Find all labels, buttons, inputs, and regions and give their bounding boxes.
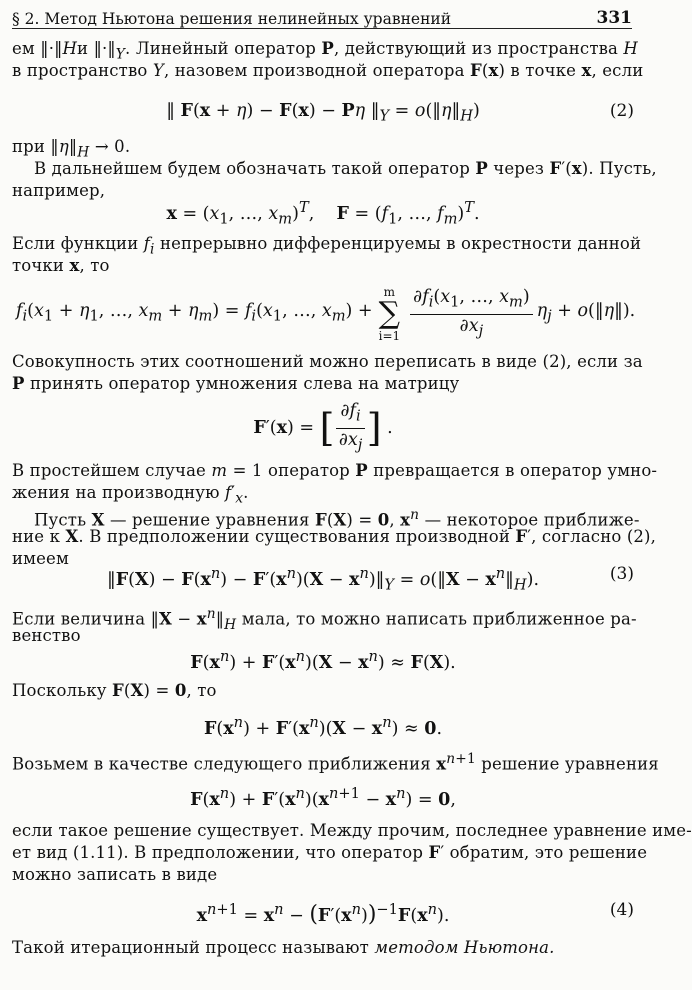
equation-taylor: $f_i(x_1 + \eta_1$, …, $x_m + \eta_m) = f_i(x_1$, …, $x_m$) + m ∑ i=1 $\partial f_i(x_1$, …, $x_m$) $\partial x_j$ $\eta_j$ + o(‖η‖). bbox=[16, 285, 636, 343]
text-line: можно записать в виде bbox=[12, 865, 218, 884]
section-title: § 2. Метод Ньютона решения нелинейных уравнений bbox=[12, 10, 452, 28]
equation-approx-1: $F(x^n) + F'(x^n)(X - x^n) \approx F(X)$. bbox=[190, 648, 456, 673]
text-line: если такое решение существует. Между прочим, последнее уравнение име- bbox=[12, 821, 692, 840]
text-line: ет вид (1.11). В предположении, что оператор F′ обратим, это решение bbox=[12, 843, 648, 862]
text-line: жения на производную $f'_x$. bbox=[12, 483, 249, 507]
running-header bbox=[12, 4, 632, 29]
text-line: имеем bbox=[12, 549, 69, 568]
equation-2: ‖ F(x + η) − F(x) − Pη $‖_Y$ = $o(‖\eta‖_H)$ bbox=[166, 101, 480, 125]
equation-jacobian: F′(x) = [ $\partial f_i$ $\partial x_j$ ] . bbox=[253, 401, 393, 453]
text-line: P принять оператор умножения слева на матрицу bbox=[12, 374, 460, 393]
text-line: Поскольку F(X) = 0, то bbox=[12, 681, 217, 700]
text-line: Совокупность этих соотношений можно переписать в виде (2), если за bbox=[12, 352, 643, 371]
page-number: 331 bbox=[596, 8, 632, 28]
equation-3: ‖F(X) − $F(x^n) - F'(x^n)(X$ − $x^n)‖_Y$ = o(‖X − $x^n‖_H$). bbox=[106, 565, 540, 594]
equation-number: (3) bbox=[609, 564, 634, 584]
text-line: В дальнейшем будем обозначать такой оператор P через F′(x). Пусть, bbox=[34, 159, 657, 178]
equation-number: (2) bbox=[609, 101, 634, 121]
text-line: Такой итерационный процесс называют методом Ньютона. bbox=[12, 938, 555, 957]
text-line: Если функции $f_i$ непрерывно дифференцируемы в окрестности данной bbox=[12, 234, 642, 258]
equation-vectors: $x = (x_1$, …, $x_m)^T$, $F = (f_1$, …, $f_m)^T$. bbox=[166, 199, 480, 228]
equation-approx-2: $F(x^n) + F'(x^n)(X - x^n) \approx 0$. bbox=[203, 714, 443, 739]
text-line: ние к X. В предположении существования производной F′, согласно (2), bbox=[12, 527, 657, 546]
text-line: Возьмем в качестве следующего приближения $x^{n+1}$ решение уравнения bbox=[12, 751, 659, 774]
equation-4: $x^{n+1} = x^n - (F'(x^n))^{-1}F(x^n)$. bbox=[196, 901, 450, 927]
equation-newton-linear: $F(x^n) + F'(x^n)(x^{n+1} - x^n) = 0$, bbox=[190, 785, 456, 810]
text-line: например, bbox=[12, 181, 106, 200]
text-line: Пусть X — решение уравнения F(X) = 0, $x^n$ — некоторое приближе- bbox=[34, 507, 640, 530]
equation-number: (4) bbox=[609, 900, 634, 920]
term-newton-method: методом Ньютона. bbox=[374, 938, 555, 957]
text-line: Если величина ‖X − $x^n‖_H$ мала, то можно написать приближенное ра- bbox=[12, 606, 637, 633]
text-line: точки x, то bbox=[12, 256, 110, 275]
text-line: в пространство Y, назовем производной оператора F(x) в точке x, если bbox=[12, 61, 644, 80]
text-line: венство bbox=[12, 626, 81, 645]
text-line: при $‖\eta‖_H \to 0$. bbox=[12, 137, 131, 161]
text-line: ем ‖·‖ H и $‖\cdot‖_Y$. Линейный оператор P, действующий из пространства H bbox=[12, 39, 638, 63]
text-line: В простейшем случае m = 1 оператор P превращается в оператор умно- bbox=[12, 461, 658, 480]
